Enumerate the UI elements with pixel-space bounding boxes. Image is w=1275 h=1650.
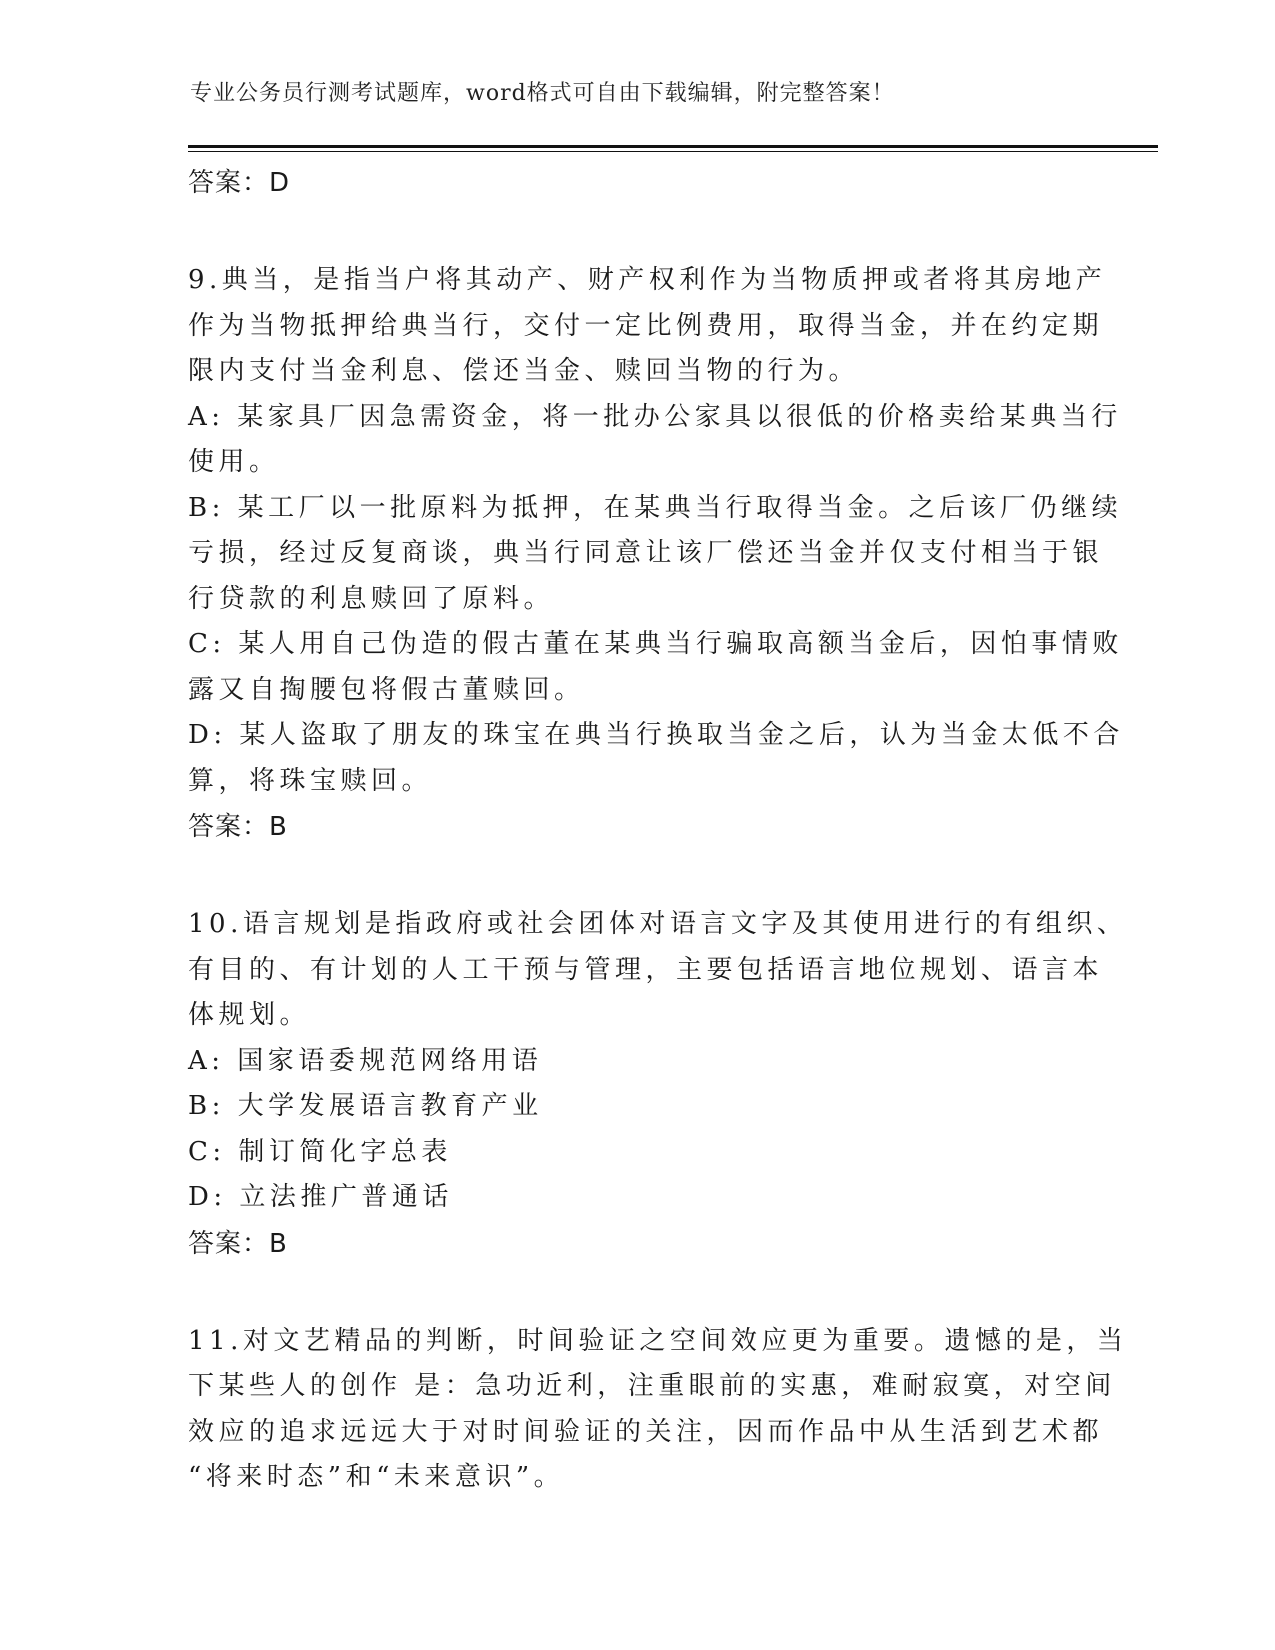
option-c xyxy=(188,622,1123,713)
stem-line: 限内支付当金利息、偿还当金、赎回当物的行为。 xyxy=(188,356,860,386)
question-10 xyxy=(188,902,1128,1267)
stem-line: 11.对文艺精品的判断，时间验证之空间效应更为重要。遗憾的是，当 xyxy=(188,1325,1128,1356)
answer: 答案：B xyxy=(188,1228,288,1259)
option-b xyxy=(188,486,1123,623)
stem-line: 下某些人的创作 是：急功近利，注重眼前的实惠，难耐寂寞，对空间 xyxy=(188,1371,1116,1401)
stem-line: “将来时态”和“未来意识”。 xyxy=(188,1462,565,1492)
option-line: D: 立法推广普通话 xyxy=(188,1182,453,1212)
stem-line: 9.典当，是指当户将其动产、财产权利作为当物质押或者将其房地产 xyxy=(188,265,1107,295)
option-line: 使用。 xyxy=(188,447,280,477)
option-line: A: 某家具厂因急需资金，将一批办公家具以很低的价格卖给某典当行 xyxy=(188,401,1122,432)
answer: 答案：B xyxy=(188,812,288,842)
option-line: D: 某人盗取了朋友的珠宝在典当行换取当金之后，认为当金太低不合 xyxy=(188,720,1124,750)
header-note: 专业公务员行测考试题库，word格式可自由下载编辑，附完整答案！ xyxy=(190,81,895,106)
option-d xyxy=(188,713,1124,804)
option-line: B: 某工厂以一批原料为抵押，在某典当行取得当金。之后该厂仍继续 xyxy=(188,492,1123,523)
option-a xyxy=(188,395,1122,486)
stem-line: 有目的、有计划的人工干预与管理，主要包括语言地位规划、语言本 xyxy=(188,954,1104,985)
option-d xyxy=(188,1175,1088,1221)
option-b xyxy=(188,1084,1088,1130)
option-line: 行贷款的利息赎回了原料。 xyxy=(188,583,555,614)
option-line: 露又自掏腰包将假古董赎回。 xyxy=(188,674,585,705)
previous-answer: 答案：D xyxy=(188,168,291,198)
header-rule xyxy=(188,145,1158,148)
stem-line: 效应的追求远远大于对时间验证的关注，因而作品中从生活到艺术都 xyxy=(188,1416,1104,1447)
stem-line: 10.语言规划是指政府或社会团体对语言文字及其使用进行的有组织、 xyxy=(188,909,1128,939)
option-a xyxy=(188,1039,1088,1085)
option-line: 算，将珠宝赎回。 xyxy=(188,765,433,796)
question-stem xyxy=(188,1319,1128,1501)
stem-line: 体规划。 xyxy=(188,1000,311,1030)
option-line: A: 国家语委规范网络用语 xyxy=(188,1045,543,1076)
question-stem xyxy=(188,902,1128,1039)
option-line: C: 制订简化字总表 xyxy=(188,1136,452,1167)
question-stem xyxy=(188,258,1107,395)
option-c xyxy=(188,1130,1088,1176)
question-11 xyxy=(188,1319,1128,1501)
option-line: C: 某人用自己伪造的假古董在某典当行骗取高额当金后，因怕事情败 xyxy=(188,629,1123,659)
question-9 xyxy=(188,258,1124,850)
option-line: B: 大学发展语言教育产业 xyxy=(188,1091,543,1121)
header-rule-thin xyxy=(188,151,1158,152)
option-line: 亏损，经过反复商谈，典当行同意让该厂偿还当金并仅支付相当于银 xyxy=(188,538,1104,568)
stem-line: 作为当物抵押给典当行，交付一定比例费用，取得当金，并在约定期 xyxy=(188,310,1104,341)
question-content xyxy=(188,160,1128,1501)
